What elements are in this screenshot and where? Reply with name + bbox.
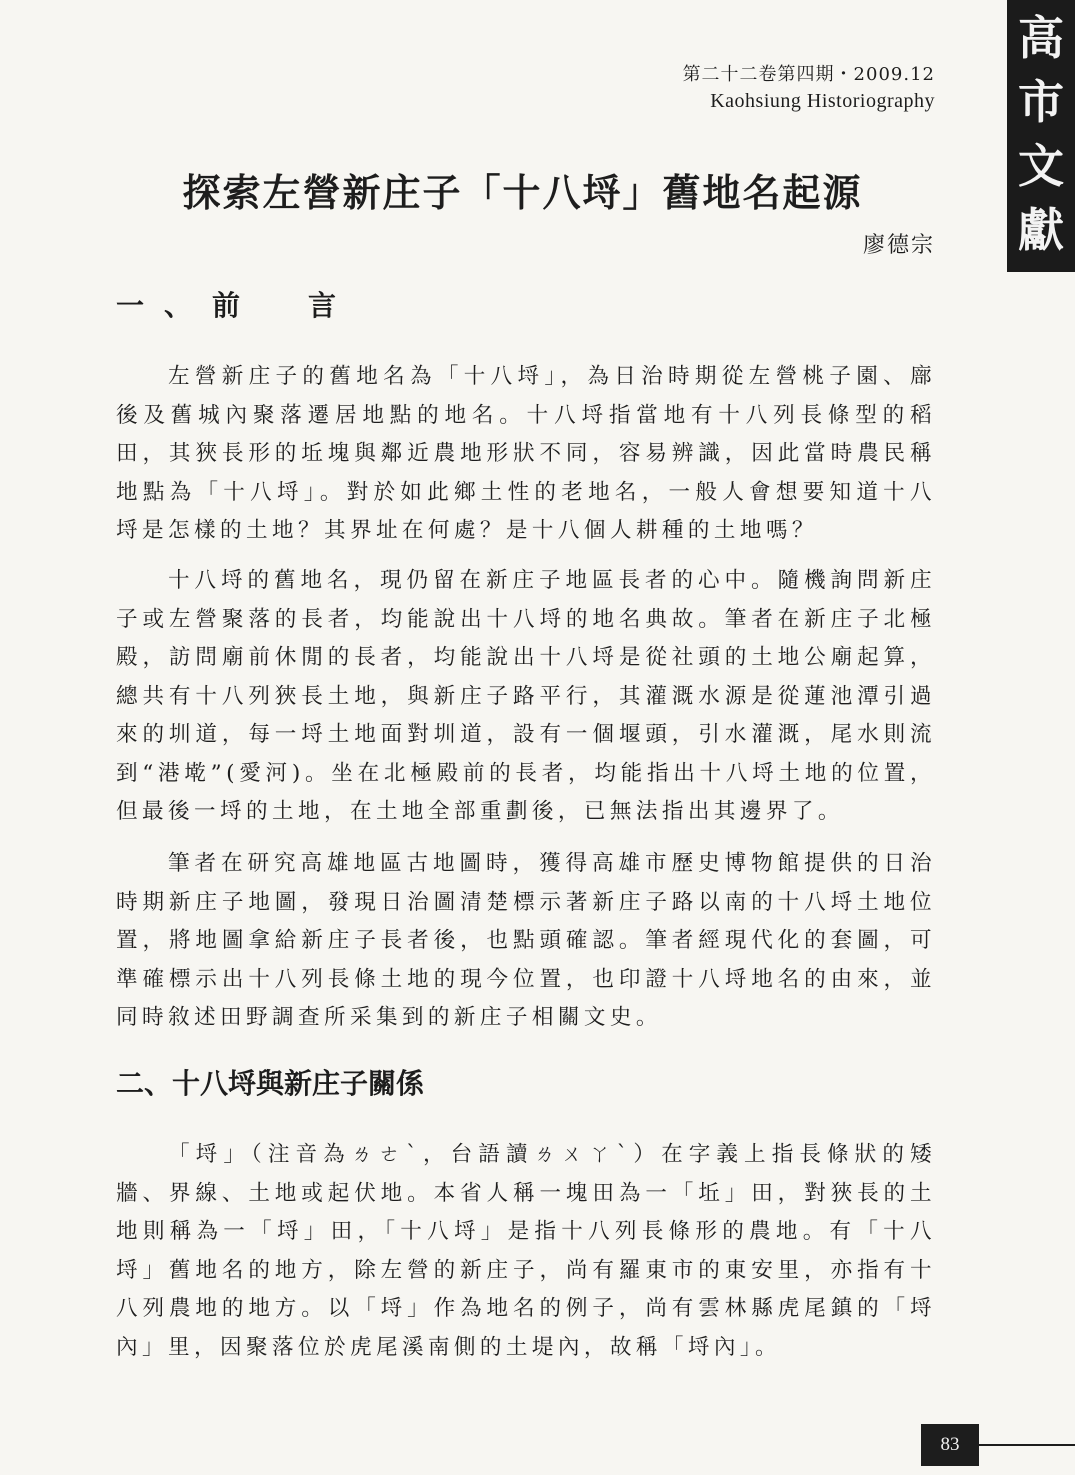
body-paragraph: 「埒」（注音為ㄌㄜˋ，台語讀ㄌㄨㄚˋ）在字義上指長條狀的矮牆、界線、土地或起伏地。本省人稱一塊田為一「坵」田，對狹長的土地則稱為一「埒」田，「十八埒」是指十八列長條形的農地。有「十八埒」舊地名的地方，除左營的新庄子，尚有羅東市的東安里，亦指有十八列農地的地方。以「埒」作為地名的例子，尚有雲林縣虎尾鎮的「埒內」里，因聚落位於虎尾溪南側的土堤內，故稱「埒內」。 [116, 1142, 936, 1360]
journal-side-tab [1007, 0, 1075, 272]
section-heading-relationship: 二、十八埒與新庄子關係 [116, 1067, 425, 1100]
side-tab-char: 獻 [1018, 203, 1064, 257]
body-paragraph: 筆者在研究高雄地區古地圖時，獲得高雄市歷史博物館提供的日治時期新庄子地圖，發現日治圖清楚標示著新庄子路以南的十八埒土地位置，將地圖拿給新庄子長者後，也點頭確認。筆者經現代化的套圖，可準確標示出十八列長條土地的現今位置，也印證十八埒地名的由來，並同時敘述田野調查所采集到的新庄子相關文史。 [116, 851, 936, 1030]
article-author: 廖德宗 [862, 233, 935, 258]
article-title: 探索左營新庄子「十八埒」舊地名起源 [182, 170, 863, 215]
side-tab-char: 市 [1018, 75, 1064, 129]
section-heading-introduction: 一、前 言 [116, 289, 357, 322]
page-number: 83 [921, 1424, 979, 1466]
running-header [683, 62, 935, 114]
body-paragraph: 十八埒的舊地名，現仍留在新庄子地區長者的心中。隨機詢問新庄子或左營聚落的長者，均能說出十八埒的地名典故。筆者在新庄子北極殿，訪問廟前休閒的長者，均能說出十八埒是從社頭的土地公廟起算，總共有十八列狹長土地，與新庄子路平行，其灌溉水源是從蓮池潭引過來的圳道，每一埒土地面對圳道，設有一個堰頭，引水灌溉，尾水則流到“港墘”(愛河)。坐在北極殿前的長者，均能指出十八埒土地的位置，但最後一埒的土地，在土地全部重劃後，已無法指出其邊界了。 [116, 568, 936, 824]
body-paragraph: 左營新庄子的舊地名為「十八埒」，為日治時期從左營桃子園、廍後及舊城內聚落遷居地點的地名。十八埒指當地有十八列長條型的稻田，其狹長形的坵塊與鄰近農地形狀不同，容易辨識，因此當時農民稱地點為「十八埒」。對於如此鄉土性的老地名，一般人會想要知道十八埒是怎樣的土地？其界址在何處？是十八個人耕種的土地嗎？ [116, 364, 936, 543]
journal-english-name: Kaohsiung Historiography [710, 90, 935, 112]
side-tab-char: 文 [1018, 139, 1064, 193]
issue-info: 第二十二卷第四期・2009.12 [682, 64, 935, 85]
page-footer-rule [979, 1444, 1075, 1446]
side-tab-char: 高 [1018, 11, 1064, 65]
